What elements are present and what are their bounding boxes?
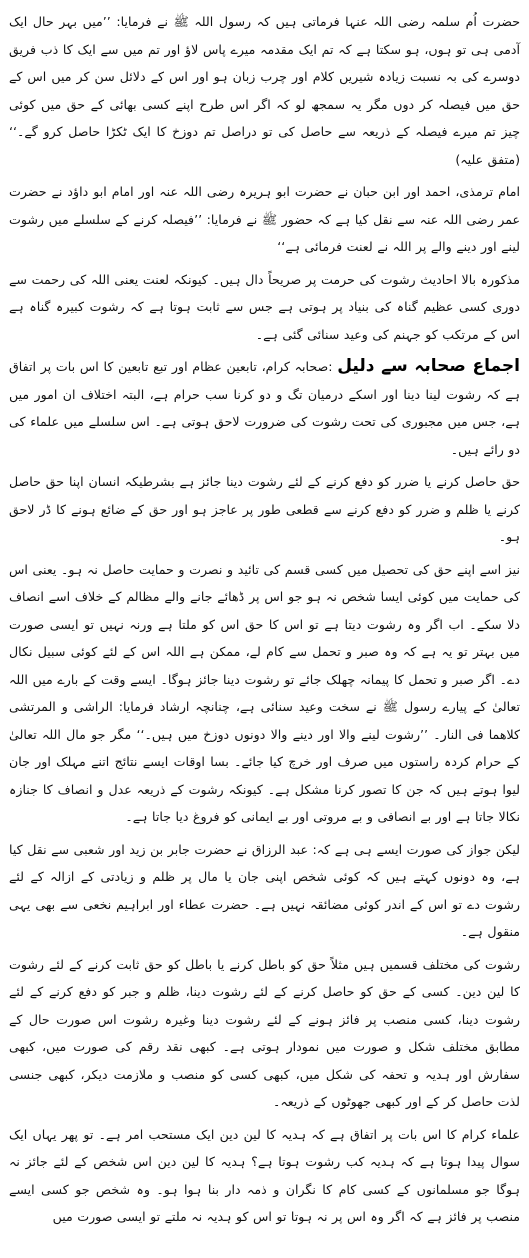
section-heading-consensus: اجماع صحابہ سے دلیل [337,356,520,376]
paragraph-curse-explanation: مذکورہ بالا احادیث رشوت کی حرمت پر صریحاً دال ہیں۔ کیونکہ لعنت یعنی اللہ کی رحمت سے دوری کسی عظیم گناہ کی بنیاد پر ہوتی ہے جس سے ثابت ہوتا ہے کہ رشوت کبیرہ گناہ ہے اس کے مرتکب کو جہنم کی وعید سنائی گئی ہے۔ [9,271,520,342]
paragraph-tirmidhi-narration: امام ترمذی، احمد اور ابن حبان نے حضرت ابو ہریرہ رضی اللہ عنہ اور امام ابو داؤد نے حضرت عمر رضی اللہ عنہ سے نقل کیا ہے کہ حضور ﷺ نے فرمایا: ’’فیصلہ کرنے کے سلسلے میں رشوت لینے اور دینے والے پر اللہ نے لعنت فرمائی ہے‘‘ [9,184,520,254]
paragraph-gift-discussion: علماء کرام کا اس بات پر اتفاق ہے کہ ہدیہ کا لین دین ایک مستحب امر ہے۔ تو پھر یہاں ایک سوال پیدا ہوتا ہے کہ ہدیہ کب رشوت ہوتا ہے؟ ہدیہ کا لین دین اس شخص کے لئے جائز نہ ہوگا جو مسلمانوں کے کسی کام کا نگران و ذمہ دار بنا ہوا ہو۔ وہ شخص جو کسی ایسے منصب پر فائز ہے کہ اگر وہ اس پر نہ ہوتا تو اس کو ہدیہ نہ ملتے تو ایسی صورت میں [9,1126,520,1224]
paragraph-right-acquisition: حق حاصل کرنے یا ضرر کو دفع کرنے کے لئے رشوت دینا جائز ہے بشرطیکہ انسان اپنا حق حاصل کرنے یا ظلم و ضرر کو دفع کرنے سے قطعی طور پر عاجز ہو اور حق کے ضائع ہونے کا ڈر لاحق ہو۔ [9,474,520,544]
paragraph-support-and-warning: نیز اسے اپنے حق کی تحصیل میں کسی قسم کی تائید و نصرت و حمایت حاصل نہ ہو۔ یعنی اس کی حمایت میں کوئی ایسا شخص نہ ہو جو اس پر ڈھائے جانے والے مظالم کے خلاف اسے انصاف دلا سکے۔ اب اگر وہ رشوت دیتا ہے تو اس کا حق اس کو ملتا ہے ورنہ نہیں تو ایسی صورت میں بہتر تو یہ ہے کہ وہ صبر و تحمل سے کام لے، ممکن ہے اللہ اس کے لئے کوئی سبیل نکال دے۔ اگر صبر و تحمل کا پیمانہ چھلک جائے تو رشوت دینا جائز ہوگا۔ ایسے وقت کے بارے میں اللہ تعالیٰ کے پیارے رسول ﷺ نے سخت وعید سنائی ہے، چنانچہ ارشاد فرمایا: الراشی و المرتشی کلاھما فی النار۔ ’’رشوت لینے والا اور دینے والا دونوں دوزخ میں ہیں۔‘‘ مگر جو مال اللہ تعالیٰ کے حرام کردہ راستوں میں صرف اور خرچ کیا جائے۔ بسا اوقات ایسے نتائج اتنے مہلک اور جان لیوا ہوتے ہیں کہ جن کا تصور کرنا مشکل ہے۔ کیونکہ رشوت کے ذریعہ عدل و انصاف کا جنازہ نکالا جاتا ہے اور بے انصافی و بے مروتی اور بے ایمانی کو فروغ دیا جاتا ہے۔ [9,561,520,824]
paragraph-consensus [9,353,520,463]
paragraph-consensus-text: :صحابہ کرام، تابعین عظام اور تبع تابعین کا اس بات پر اتفاق ہے کہ رشوت لینا دینا اور اسکے درمیان تگ و دو کرنا سب حرام ہے، البتہ اختلاف ان امور میں ہے، جس میں مجبوری کی تحت رشوت کی ضرورت لاحق ہوتی ہے۔ اس سلسلے میں علماء کی دو رائے ہیں۔ [9,359,520,457]
paragraph-permissibility: لیکن جواز کی صورت ایسے ہی ہے کہ: عبد الرزاق نے حضرت جابر بن زید اور شعبی سے نقل کیا ہے، وہ دونوں کہتے ہیں کہ کوئی شخص اپنی جان یا مال پر ظلم و زیادتی کے ازالہ کے لئے رشوت دے تو اس کے اندر کوئی مضائقہ نہیں ہے۔ حضرت عطاء اور ابراہیم نخعی سے بھی یہی منقول ہے۔ [9,841,520,939]
paragraph-hadith-umm-salama: حضرت اُم سلمہ رضی اللہ عنہا فرماتی ہیں کہ رسول اللہ ﷺ نے فرمایا: ’’میں بہر حال ایک آدمی ہی تو ہوں، ہو سکتا ہے کہ تم ایک مقدمہ میرے پاس لاؤ اور تم میں سے ایک کا ذب فریق دوسرے کی بہ نسبت زیادہ شیریں کلام اور چرب زبان ہو اور اس کے دلائل سن کر میں اس کے حق میں فیصلہ کر دوں مگر یہ سمجھ لو کہ اگر اس طرح اپنے کسی بھائی کے حق میں کوئی چیز تم میرے فیصلہ کے ذریعہ سے حاصل کی تو دراصل تم دوزخ کا ایک ٹکڑا حاصل کرو گے۔‘‘ (متفق علیہ) [9,14,520,167]
paragraph-types-of-bribery: رشوت کی مختلف قسمیں ہیں مثلاً حق کو باطل کرنے یا باطل کو حق ثابت کرنے کے لئے رشوت کا لین دین۔ کسی کے حق کو حاصل کرنے کے لئے رشوت دینا، ظلم و جبر کو دفع کرنے کے لئے رشوت دینا، کسی منصب پر فائز ہونے کے لئے رشوت دینا وغیرہ رشوت اس صورت حال کے مطابق مختلف شکل و صورت میں نمودار ہوتی ہے۔ کبھی نقد رقم کی صورت میں، کبھی سفارش اور ہدیہ و تحفہ کی شکل میں، کبھی کسی کو منصب و ملازمت دیکر، کبھی جنسی لذت حاصل کر کے اور کبھی جھوٹوں کے ذریعہ۔ [9,956,520,1109]
